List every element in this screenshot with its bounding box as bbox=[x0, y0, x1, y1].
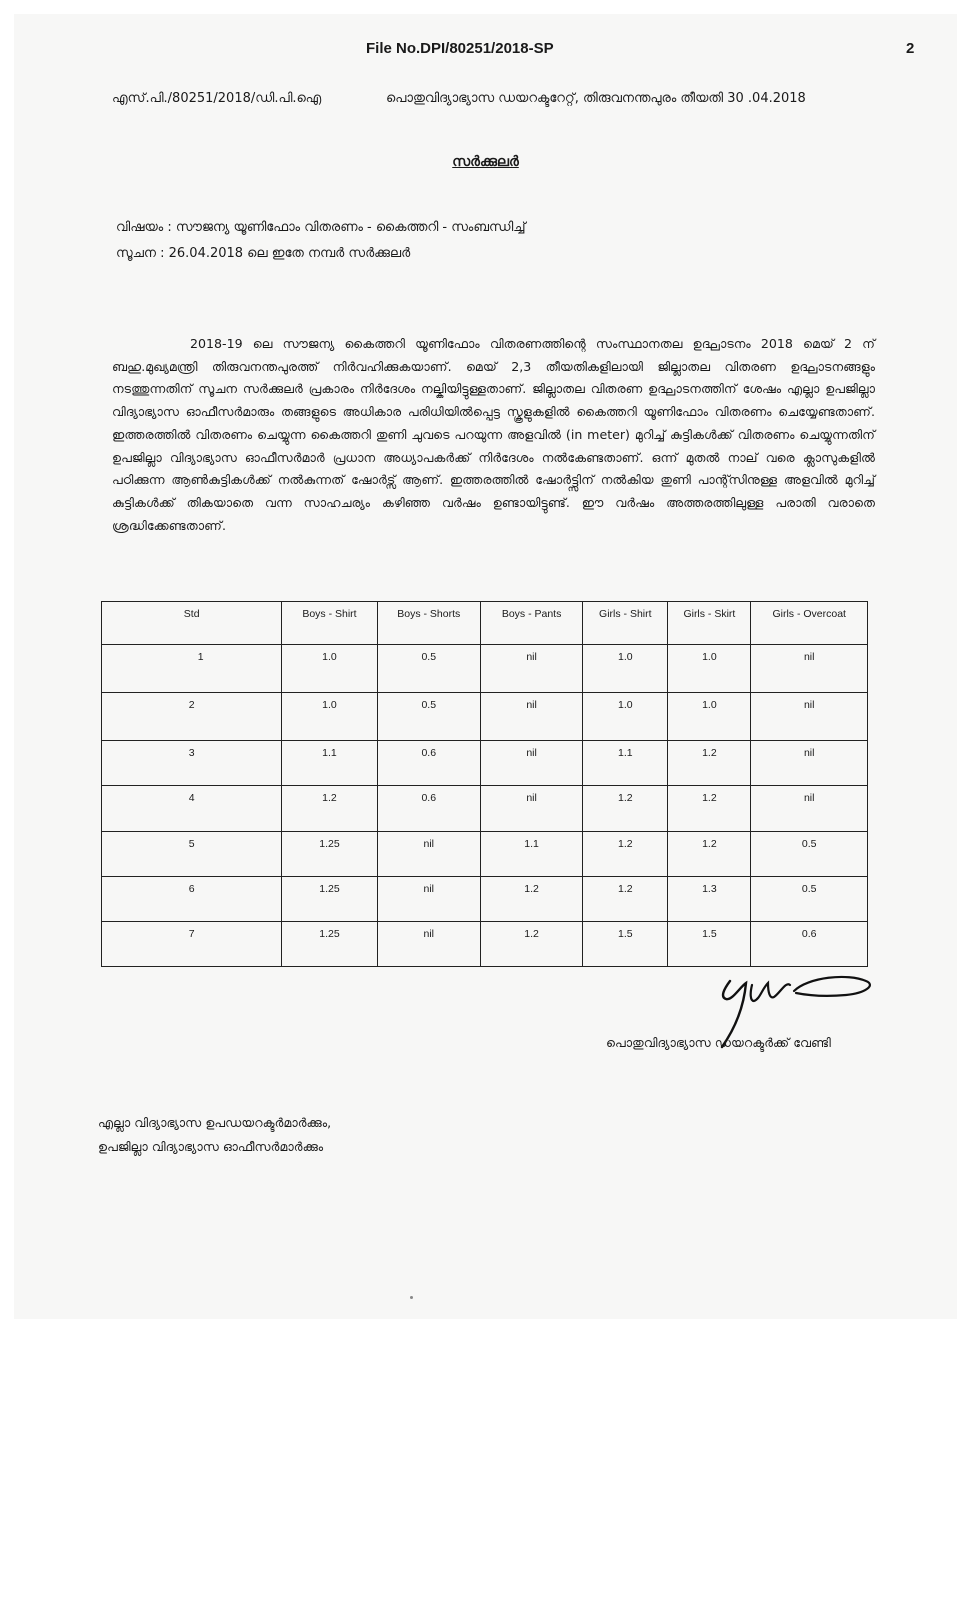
table-cell: nil bbox=[751, 740, 868, 785]
table-cell: 1.1 bbox=[583, 740, 668, 785]
uniform-cloth-table bbox=[101, 601, 868, 967]
table-cell: 1.2 bbox=[668, 785, 751, 831]
table-cell: 1.0 bbox=[282, 693, 377, 740]
table-row bbox=[102, 921, 868, 966]
reference-number: എസ്.പി./80251/2018/ഡി.പി.ഐ bbox=[112, 91, 322, 106]
table-cell: 1.2 bbox=[668, 832, 751, 877]
table-cell: 0.5 bbox=[751, 832, 868, 877]
table-cell: 6 bbox=[102, 877, 282, 921]
title-text: സർക്കുലർ bbox=[452, 154, 519, 170]
table-cell: 1.0 bbox=[668, 645, 751, 693]
table-cell: 1.25 bbox=[282, 832, 377, 877]
table-cell: nil bbox=[751, 693, 868, 740]
table-cell: 1.2 bbox=[480, 877, 582, 921]
reference-line: സൂചന : 26.04.2018 ലെ ഇതേ നമ്പർ സർക്കുലർ bbox=[116, 246, 411, 261]
column-header: Girls - Overcoat bbox=[751, 602, 868, 645]
document-title bbox=[0, 154, 971, 170]
recipient-line: ഉപജില്ലാ വിദ്യാഭ്യാസ ഓഫീസർമാർക്കും bbox=[98, 1139, 324, 1154]
table-row bbox=[102, 832, 868, 877]
table-row bbox=[102, 785, 868, 831]
table-cell: 3 bbox=[102, 740, 282, 785]
table-cell: 0.5 bbox=[377, 693, 480, 740]
table-cell: 4 bbox=[102, 785, 282, 831]
table-cell: 0.5 bbox=[377, 645, 480, 693]
table-cell: 1.0 bbox=[668, 693, 751, 740]
table-cell: 1.2 bbox=[282, 785, 377, 831]
table-cell: 5 bbox=[102, 832, 282, 877]
table-header-row bbox=[102, 602, 868, 645]
table-cell: 0.6 bbox=[377, 740, 480, 785]
table-cell: 0.5 bbox=[751, 877, 868, 921]
table-cell: nil bbox=[480, 740, 582, 785]
column-header: Boys - Shorts bbox=[377, 602, 480, 645]
table-cell: nil bbox=[377, 832, 480, 877]
file-number: File No.DPI/80251/2018-SP bbox=[366, 40, 554, 57]
table-cell: nil bbox=[751, 645, 868, 693]
table-cell: 1.3 bbox=[668, 877, 751, 921]
page-number: 2 bbox=[906, 40, 915, 57]
table-cell: 1.2 bbox=[583, 877, 668, 921]
table-cell: 1.5 bbox=[668, 921, 751, 966]
table-cell: nil bbox=[480, 785, 582, 831]
table-cell: 1.5 bbox=[583, 921, 668, 966]
table-cell: nil bbox=[377, 921, 480, 966]
table-cell: nil bbox=[751, 785, 868, 831]
table-row bbox=[102, 877, 868, 921]
recipient-line: എല്ലാ വിദ്യാഭ്യാസ ഉപഡയറക്ടർമാർക്കും, bbox=[98, 1115, 332, 1130]
table-cell: 0.6 bbox=[751, 921, 868, 966]
table-cell: 1.0 bbox=[282, 645, 377, 693]
body-paragraph: 2018-19 ലെ സൗജന്യ കൈത്തറി യൂണിഫോം വിതരണത്തിന്റെ സംസ്ഥാനതല ഉദ്ഘാടനം 2018 മെയ് 2 ന് ബഹു.മുഖ്യമന്ത്രി തിരുവനന്തപുരത്ത് നിർവഹിക്കുകയാണ്. മെയ് 2,3 തീയതികളിലായി ജില്ലാതല വിതരണ ഉദ്ഘാടനങ്ങളും നടത്തുന്നതിന് സൂചന സർക്കുലർ പ്രകാരം നിർദേശം നല്കിയിട്ടുള്ളതാണ്. ജില്ലാതല വിതരണ ഉദ്ഘാടനത്തിന് ശേഷം എല്ലാ ഉപജില്ലാ വിദ്യാഭ്യാസ ഓഫീസർമാരും തങ്ങളുടെ അധികാര പരിധിയിൽപ്പെട്ട സ്കൂളുകളിൽ കൈത്തറി യൂണിഫോം വിതരണം ചെയ്യേണ്ടതാണ്. ഇത്തരത്തിൽ വിതരണം ചെയ്യുന്ന കൈത്തറി തുണി ചുവടെ പറയുന്ന അളവിൽ (in meter) മുറിച്ച് കുട്ടികൾക്ക് വിതരണം ചെയ്യുന്നതിന് ഉപജില്ലാ വിദ്യാഭ്യാസ ഓഫീസർമാർ പ്രധാന അധ്യാപകർക്ക് നിർദേശം നൽകേണ്ടതാണ്. ഒന്ന് മുതൽ നാല് വരെ ക്ലാസുകളിൽ പഠിക്കുന്ന ആൺകുട്ടികൾക്ക് നൽകുന്നത് ഷോർട്സ് ആണ്. ഇത്തരത്തിൽ ഷോർട്ട്സിന് നൽകിയ തുണി പാന്റ്സിനുള്ള അളവിൽ മുറിച്ച് കുട്ടികൾക്ക് തികയാതെ വന്ന സാഹചര്യം കഴിഞ്ഞ വർഷം ഉണ്ടായിട്ടുണ്ട്. ഈ വർഷം അത്തരത്തിലുള്ള പരാതി വരാതെ ശ്രദ്ധിക്കേണ്ടതാണ്. bbox=[112, 336, 875, 533]
table-cell: 2 bbox=[102, 693, 282, 740]
table-cell: 1.2 bbox=[668, 740, 751, 785]
office-and-date: പൊതുവിദ്യാഭ്യാസ ഡയറക്ടറേറ്റ്, തിരുവനന്തപുരം തീയതി 30 .04.2018 bbox=[386, 91, 806, 106]
table-cell: 0.6 bbox=[377, 785, 480, 831]
table-cell: 1.25 bbox=[282, 921, 377, 966]
signature-block: പൊതുവിദ്യാഭ്യാസ ഡയറക്ടർക്ക് വേണ്ടി bbox=[606, 1035, 831, 1050]
table-cell: 1.25 bbox=[282, 877, 377, 921]
table-row bbox=[102, 645, 868, 693]
table-row bbox=[102, 740, 868, 785]
table-cell: 1.0 bbox=[583, 693, 668, 740]
table-cell: 1.2 bbox=[583, 832, 668, 877]
column-header: Girls - Skirt bbox=[668, 602, 751, 645]
column-header: Boys - Shirt bbox=[282, 602, 377, 645]
column-header: Std bbox=[102, 602, 282, 645]
column-header: Boys - Pants bbox=[480, 602, 582, 645]
table-cell: nil bbox=[480, 693, 582, 740]
scan-speck bbox=[410, 1296, 413, 1299]
subject-line: വിഷയം : സൗജന്യ യൂണിഫോം വിതരണം - കൈത്തറി - സംബന്ധിച്ച് bbox=[116, 220, 526, 235]
table-cell: nil bbox=[377, 877, 480, 921]
table-cell: 1.2 bbox=[583, 785, 668, 831]
table-cell: 1.0 bbox=[583, 645, 668, 693]
table-cell: 1.1 bbox=[282, 740, 377, 785]
column-header: Girls - Shirt bbox=[583, 602, 668, 645]
table-row bbox=[102, 693, 868, 740]
table-cell: 1 bbox=[102, 645, 282, 693]
table-cell: 7 bbox=[102, 921, 282, 966]
table-cell: 1.2 bbox=[480, 921, 582, 966]
table-cell: 1.1 bbox=[480, 832, 582, 877]
table-cell: nil bbox=[480, 645, 582, 693]
